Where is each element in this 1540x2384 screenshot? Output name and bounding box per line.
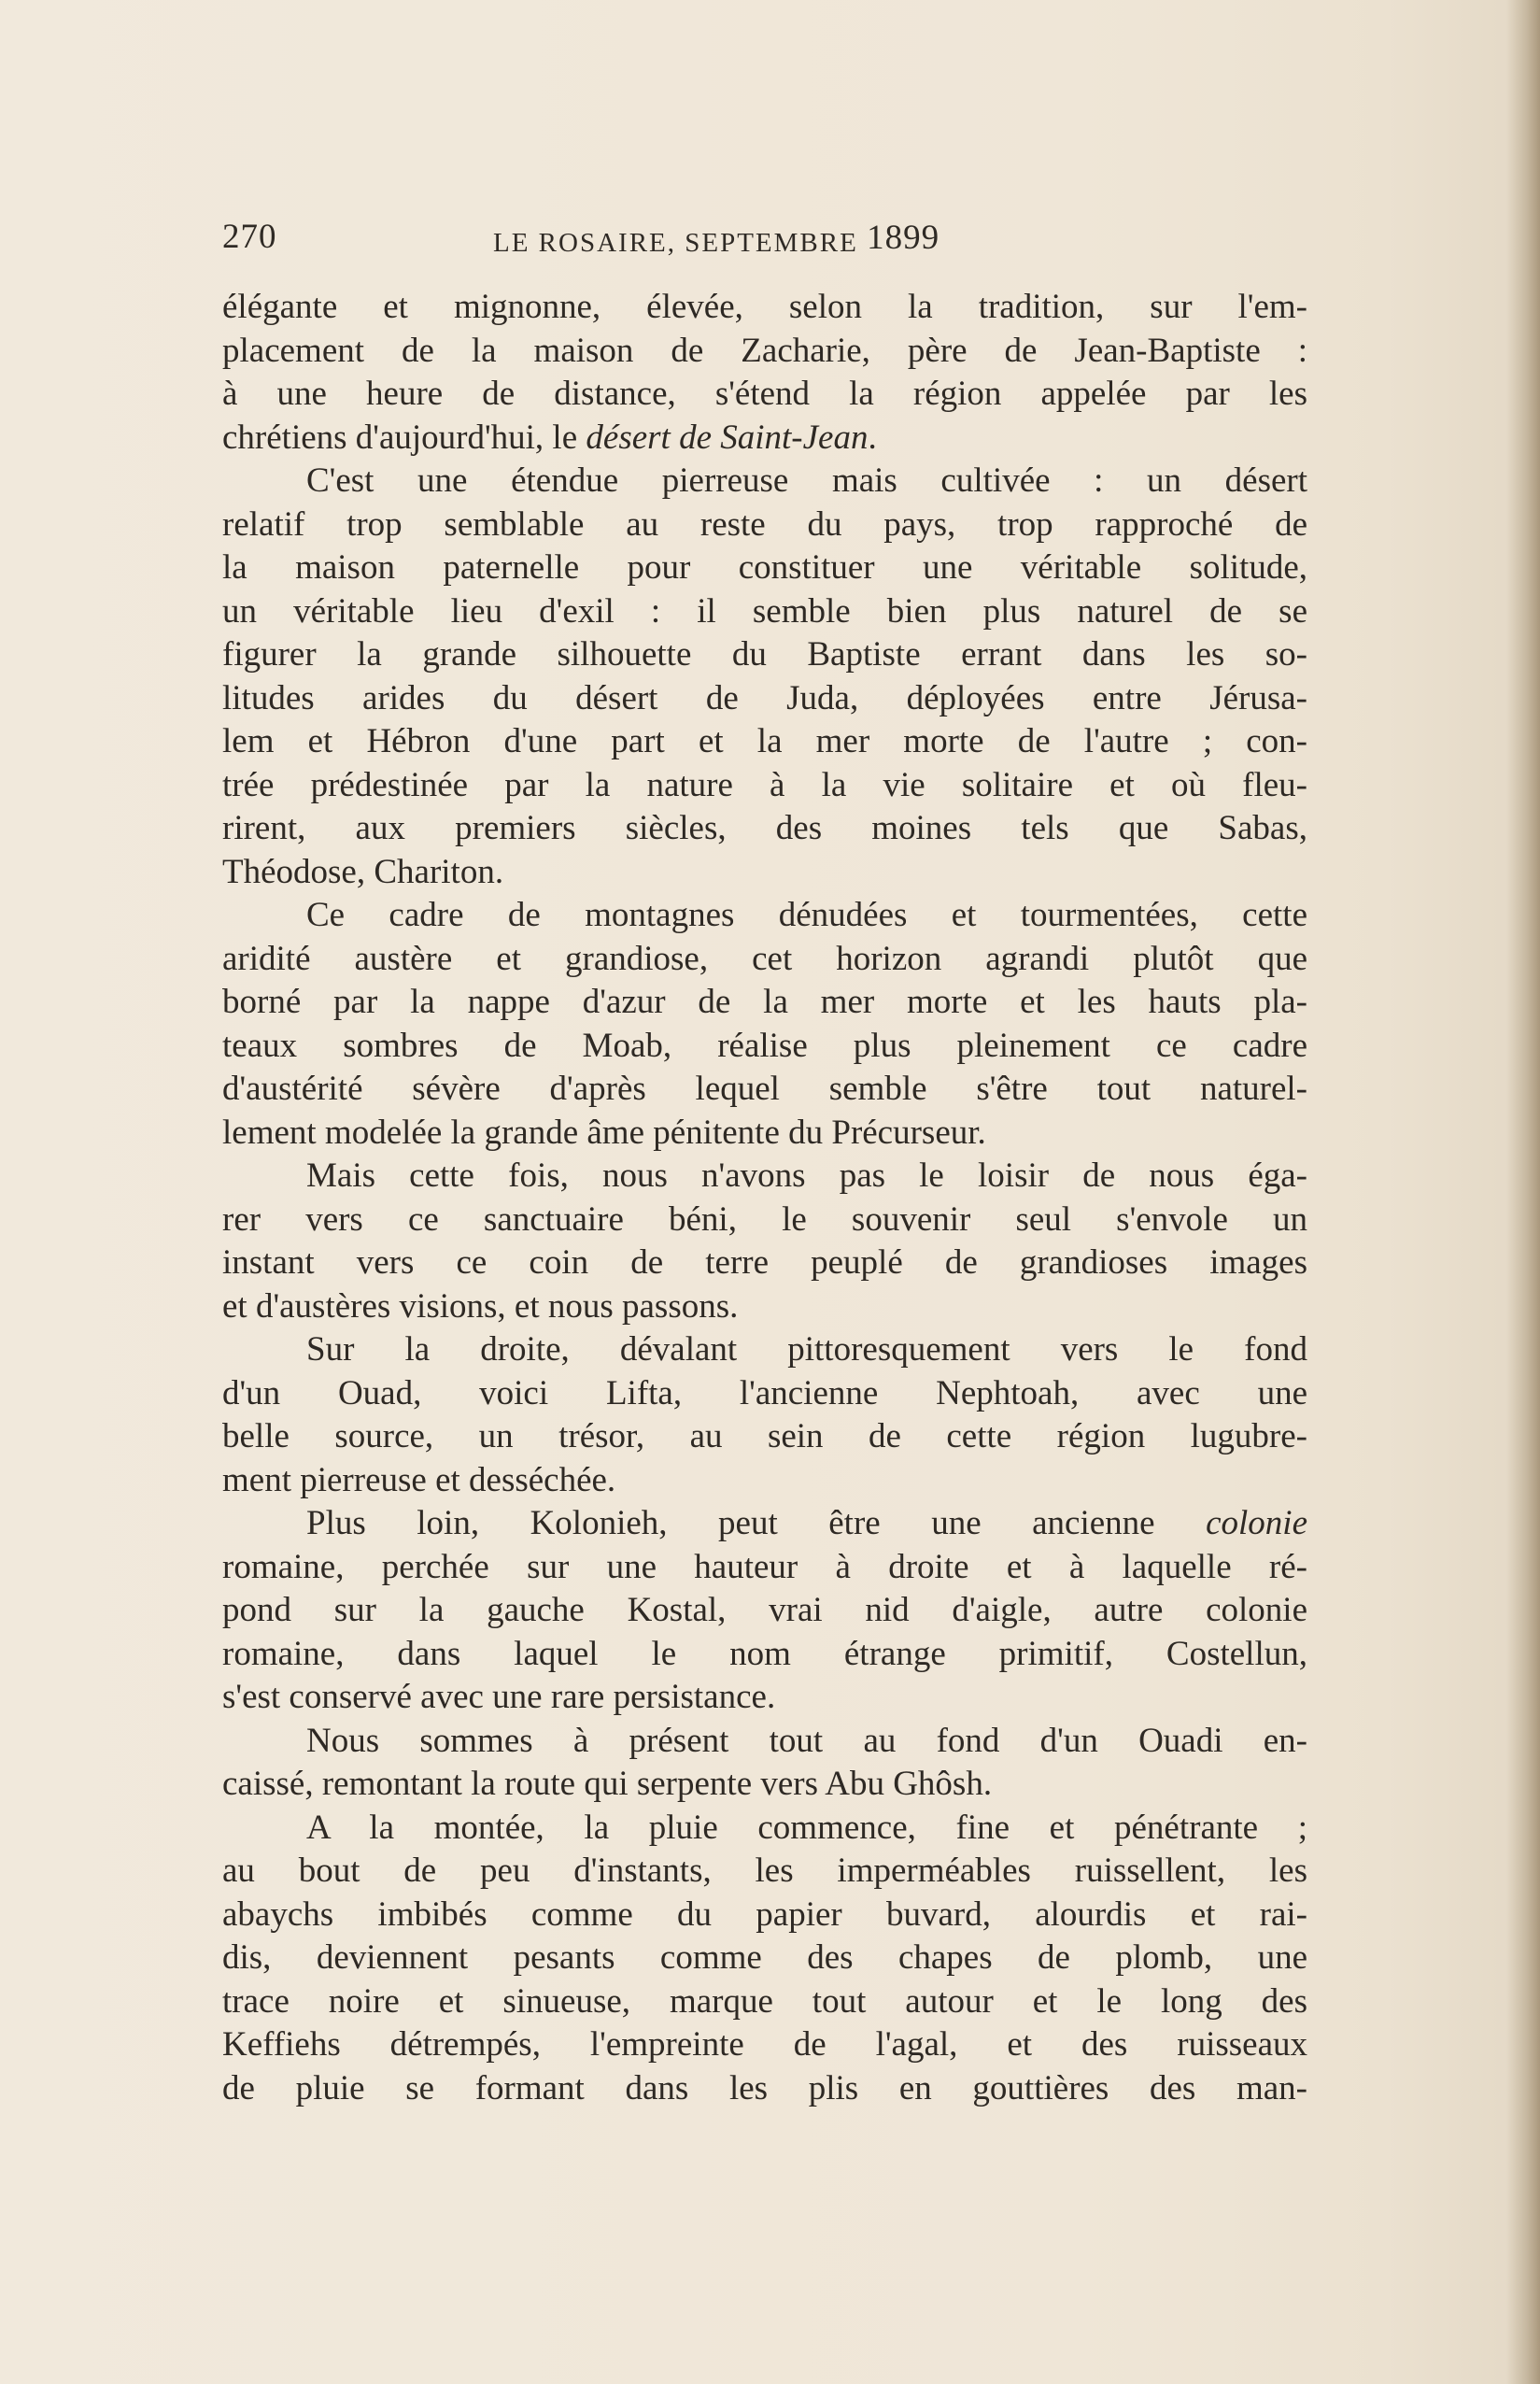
text-line: belle source, un trésor, au sein de cette région lugubre-: [222, 1417, 1307, 1455]
text-line: [222, 417, 1307, 461]
page-number: 270: [222, 218, 277, 256]
running-title: [493, 220, 940, 261]
running-title-year: 1899: [867, 219, 940, 257]
running-header: [222, 217, 1306, 263]
text-line: s'est conservé avec une rare persistance.: [222, 1678, 776, 1716]
text-line: rer vers ce sanctuaire béni, le souvenir seul s'envole un: [222, 1199, 1307, 1239]
text-line: un véritable lieu d'exil : il semble bien plus naturel de se: [222, 591, 1307, 631]
text-line: dis, deviennent pesants comme des chapes de plomb, une: [222, 1938, 1307, 1977]
text-line: et d'austères visions, et nous passons.: [222, 1286, 739, 1326]
text-line: la maison paternelle pour constituer une véritable solitude,: [222, 548, 1307, 587]
text-line: Nous sommes à présent tout au fond d'un Ouadi en-: [306, 1721, 1307, 1760]
text-line: ment pierreuse et desséchée.: [222, 1460, 616, 1499]
text-line-segment: .: [868, 418, 877, 457]
text-line: placement de la maison de Zacharie, père de Jean-Baptiste :: [222, 331, 1307, 370]
text-line: abaychs imbibés comme du papier buvard, alourdis et rai-: [222, 1894, 1307, 1934]
text-line: Théodose, Chariton.: [222, 852, 504, 891]
italic-phrase: colonie: [1206, 1504, 1307, 1542]
text-line: litudes arides du désert de Juda, déployées entre Jérusa-: [222, 678, 1307, 717]
text-line: Ce cadre de montagnes dénudées et tourmentées, cette: [306, 896, 1307, 934]
text-line: C'est une étendue pierreuse mais cultivée : un désert: [306, 461, 1307, 500]
text-line: [222, 1502, 1307, 1546]
text-line: d'austérité sévère d'après lequel semble s'être tout naturel-: [222, 1070, 1307, 1108]
text-line: Keffiehs détrempés, l'empreinte de l'agal, et des ruisseaux: [222, 2025, 1307, 2064]
text-line-segment: Plus loin, Kolonieh, peut être une ancienne: [306, 1504, 1207, 1542]
text-line: lem et Hébron d'une part et la mer morte de l'autre ; con-: [222, 722, 1307, 760]
text-line: aridité austère et grandiose, cet horizon agrandi plutôt que: [222, 939, 1307, 978]
text-line: de pluie se formant dans les plis en gouttières des man-: [222, 2068, 1307, 2107]
text-line: lement modelée la grande âme pénitente du Précurseur.: [222, 1113, 986, 1152]
text-line: Mais cette fois, nous n'avons pas le loisir de nous éga-: [306, 1157, 1307, 1195]
text-line: instant vers ce coin de terre peuplé de grandioses images: [222, 1243, 1307, 1282]
text-line: élégante et mignonne, élevée, selon la tradition, sur l'em-: [222, 288, 1307, 326]
page-edge-shadow: [1506, 0, 1540, 2384]
text-line: figurer la grande silhouette du Baptiste errant dans les so-: [222, 635, 1307, 674]
body-text: [222, 286, 1307, 2110]
text-line: au bout de peu d'instants, les imperméables ruissellent, les: [222, 1852, 1307, 1890]
text-line: à une heure de distance, s'étend la région appelée par les: [222, 375, 1307, 413]
text-line: rirent, aux premiers siècles, des moines tels que Sabas,: [222, 809, 1307, 847]
text-line: trace noire et sinueuse, marque tout autour et le long des: [222, 1981, 1307, 2021]
text-line: trée prédestinée par la nature à la vie solitaire et où fleu-: [222, 765, 1307, 804]
text-line: teaux sombres de Moab, réalise plus pleinement ce cadre: [222, 1026, 1307, 1065]
text-line: romaine, dans laquel le nom étrange primitif, Costellun,: [222, 1634, 1307, 1673]
text-line: A la montée, la pluie commence, fine et pénétrante ;: [306, 1808, 1307, 1847]
text-line-segment: chrétiens d'aujourd'hui, le: [222, 418, 586, 457]
text-line: romaine, perchée sur une hauteur à droite et à laquelle ré-: [222, 1547, 1307, 1586]
text-line: d'un Ouad, voici Lifta, l'ancienne Nephtoah, avec une: [222, 1373, 1307, 1412]
text-line: caissé, remontant la route qui serpente vers Abu Ghôsh.: [222, 1765, 993, 1803]
text-line: pond sur la gauche Kostal, vrai nid d'aigle, autre colonie: [222, 1591, 1307, 1629]
italic-phrase: désert de Saint-Jean: [586, 418, 869, 457]
text-line: Sur la droite, dévalant pittoresquement vers le fond: [306, 1330, 1307, 1369]
text-line: borné par la nappe d'azur de la mer morte et les hauts pla-: [222, 983, 1307, 1021]
text-line: relatif trop semblable au reste du pays, trop rapproché de: [222, 504, 1307, 544]
running-title-text: LE ROSAIRE, SEPTEMBRE: [493, 228, 868, 258]
